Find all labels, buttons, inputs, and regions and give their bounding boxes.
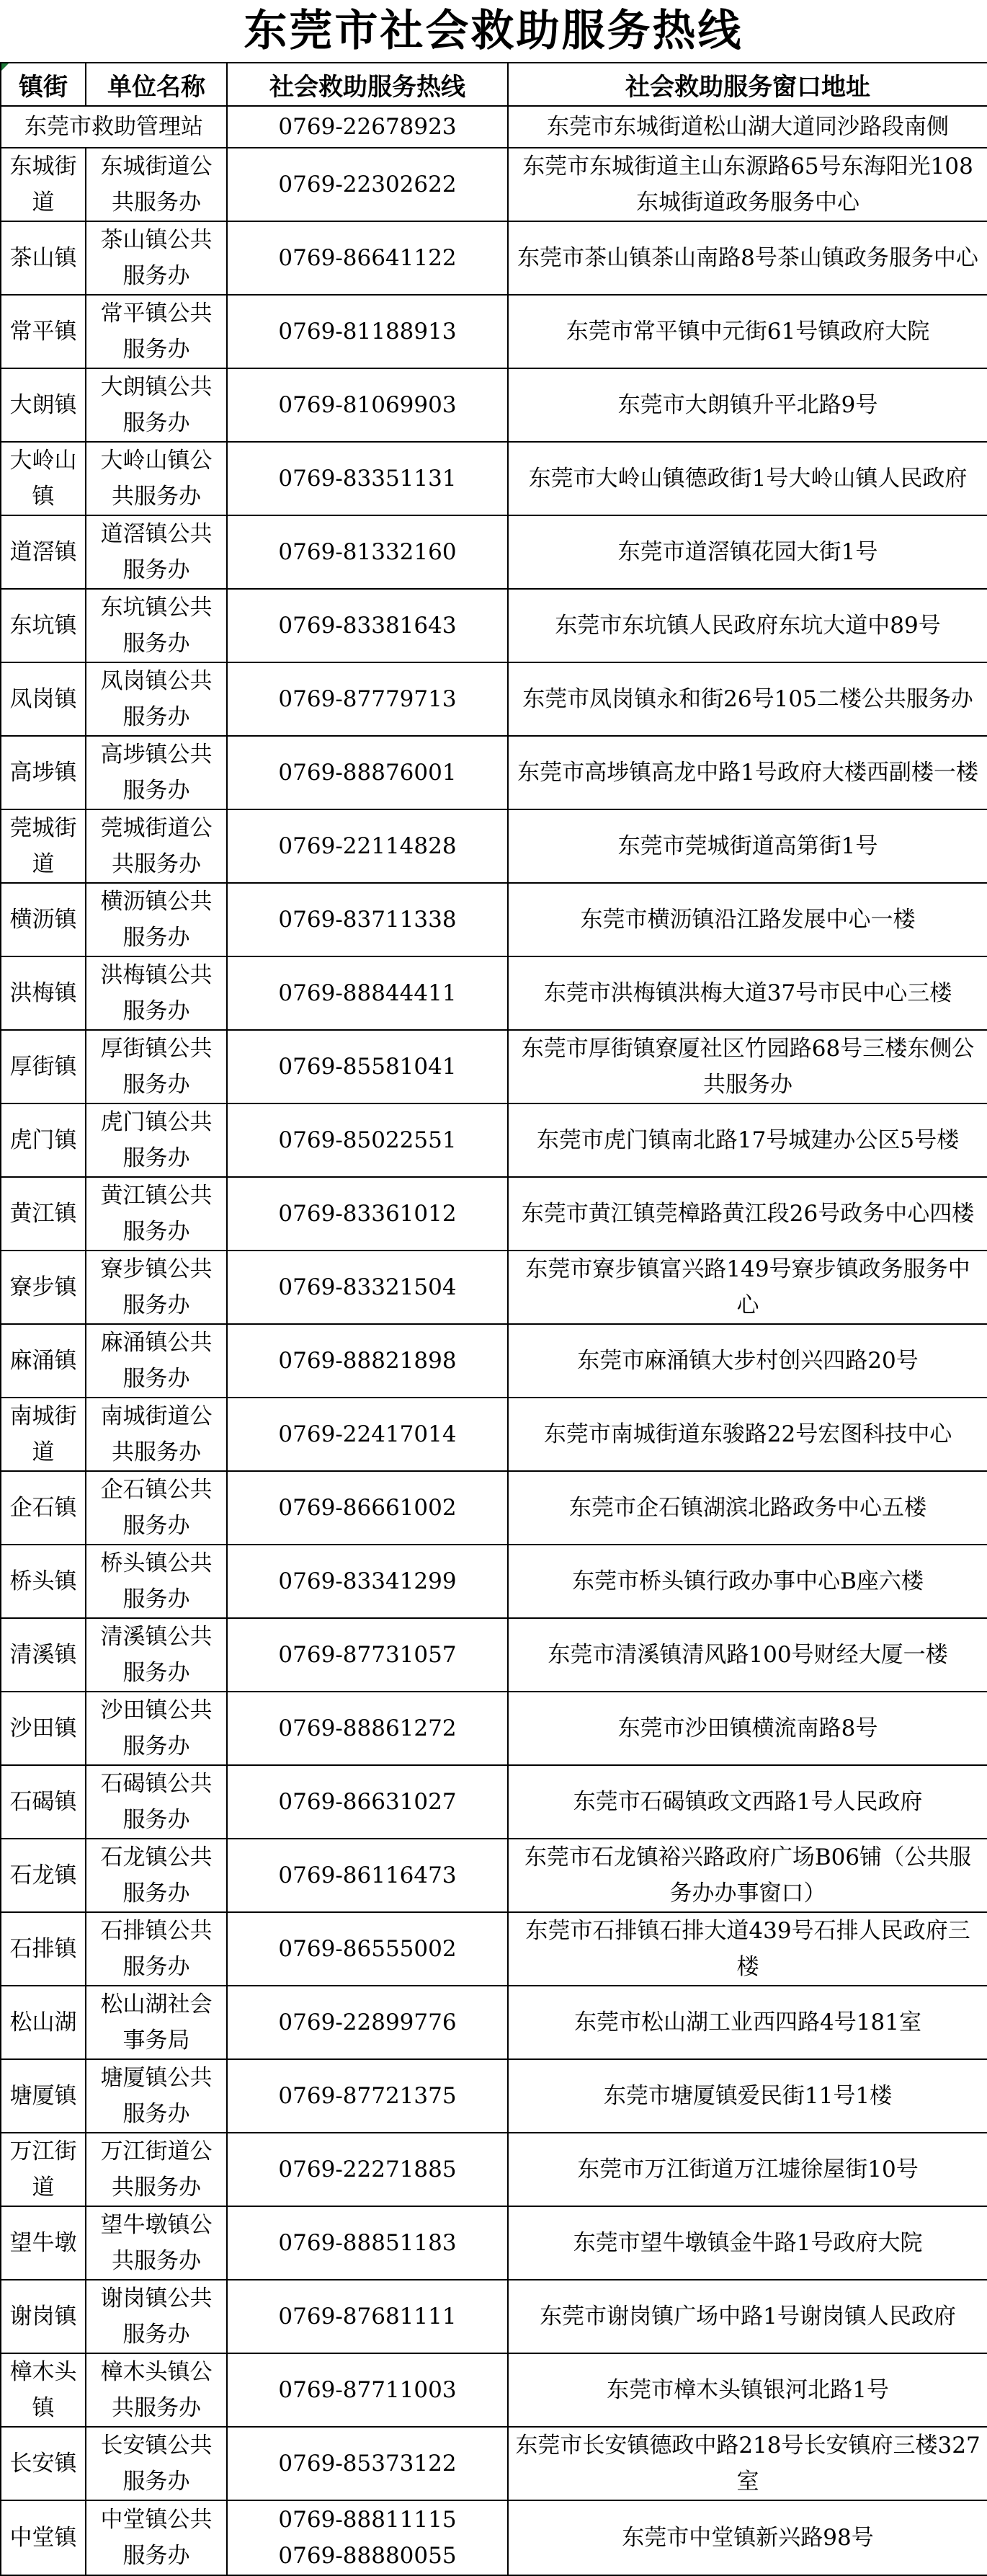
unit-cell: 南城街道公共服务办 bbox=[86, 1398, 227, 1471]
header-hotline: 社会救助服务热线 bbox=[227, 63, 508, 106]
unit-cell: 沙田镇公共服务办 bbox=[86, 1692, 227, 1765]
unit-cell: 黄江镇公共服务办 bbox=[86, 1177, 227, 1251]
table-row bbox=[1, 1912, 987, 1986]
town-cell: 塘厦镇 bbox=[1, 2059, 86, 2133]
unit-cell: 茶山镇公共服务办 bbox=[86, 221, 227, 295]
hotline-cell: 0769-22114828 bbox=[227, 809, 508, 883]
address-cell: 东莞市东坑镇人民政府东坑大道中89号 bbox=[508, 589, 987, 662]
table-row bbox=[1, 1103, 987, 1177]
hotline-cell: 0769-86641122 bbox=[227, 221, 508, 295]
town-cell: 万江街道 bbox=[1, 2133, 86, 2206]
unit-cell: 寮步镇公共服务办 bbox=[86, 1251, 227, 1324]
table-row bbox=[1, 148, 987, 221]
hotline-cell: 0769-87681111 bbox=[227, 2280, 508, 2353]
unit-cell: 大朗镇公共服务办 bbox=[86, 368, 227, 442]
hotline-cell: 0769-81188913 bbox=[227, 295, 508, 368]
town-cell: 中堂镇 bbox=[1, 2500, 86, 2575]
table-row bbox=[1, 1618, 987, 1692]
hotline-cell: 0769-86631027 bbox=[227, 1765, 508, 1839]
address-cell: 东莞市南城街道东骏路22号宏图科技中心 bbox=[508, 1398, 987, 1471]
unit-cell: 松山湖社会事务局 bbox=[86, 1986, 227, 2059]
address-cell: 东莞市长安镇德政中路218号长安镇府三楼327室 bbox=[508, 2427, 987, 2500]
address-cell: 东莞市桥头镇行政办事中心B座六楼 bbox=[508, 1545, 987, 1618]
hotline-cell: 0769-83711338 bbox=[227, 883, 508, 956]
hotline-cell: 0769-88811115 0769-88880055 bbox=[227, 2500, 508, 2575]
table-row bbox=[1, 2427, 987, 2500]
table-row-rescue-station bbox=[1, 106, 987, 148]
table-row bbox=[1, 883, 987, 956]
table-row bbox=[1, 515, 987, 589]
address-cell: 东莞市横沥镇沿江路发展中心一楼 bbox=[508, 883, 987, 956]
table-header-row bbox=[1, 63, 987, 106]
unit-cell: 虎门镇公共服务办 bbox=[86, 1103, 227, 1177]
unit-cell: 常平镇公共服务办 bbox=[86, 295, 227, 368]
town-cell: 石排镇 bbox=[1, 1912, 86, 1986]
town-cell: 长安镇 bbox=[1, 2427, 86, 2500]
unit-cell: 石龙镇公共服务办 bbox=[86, 1839, 227, 1912]
hotline-cell: 0769-83381643 bbox=[227, 589, 508, 662]
unit-cell: 长安镇公共服务办 bbox=[86, 2427, 227, 2500]
table-row bbox=[1, 662, 987, 736]
address-cell: 东莞市企石镇湖滨北路政务中心五楼 bbox=[508, 1471, 987, 1545]
town-cell: 企石镇 bbox=[1, 1471, 86, 1545]
address-cell: 东莞市莞城街道高第街1号 bbox=[508, 809, 987, 883]
unit-cell: 石排镇公共服务办 bbox=[86, 1912, 227, 1986]
hotline-cell: 0769-22271885 bbox=[227, 2133, 508, 2206]
address-cell: 东莞市沙田镇横流南路8号 bbox=[508, 1692, 987, 1765]
unit-cell: 洪梅镇公共服务办 bbox=[86, 956, 227, 1030]
hotline-cell: 0769-85581041 bbox=[227, 1030, 508, 1103]
hotline-cell: 0769-83321504 bbox=[227, 1251, 508, 1324]
hotline-cell: 0769-22417014 bbox=[227, 1398, 508, 1471]
unit-cell: 谢岗镇公共服务办 bbox=[86, 2280, 227, 2353]
table-row bbox=[1, 1030, 987, 1103]
table-row bbox=[1, 1398, 987, 1471]
table-row bbox=[1, 2133, 987, 2206]
town-cell: 横沥镇 bbox=[1, 883, 86, 956]
address-cell: 东莞市寮步镇富兴路149号寮步镇政务服务中心 bbox=[508, 1251, 987, 1324]
address-cell: 东莞市望牛墩镇金牛路1号政府大院 bbox=[508, 2206, 987, 2280]
hotline-cell: 0769-83341299 bbox=[227, 1545, 508, 1618]
town-cell: 凤岗镇 bbox=[1, 662, 86, 736]
table-row bbox=[1, 1986, 987, 2059]
hotline-cell: 0769-85373122 bbox=[227, 2427, 508, 2500]
unit-cell: 万江街道公共服务办 bbox=[86, 2133, 227, 2206]
table-row bbox=[1, 2280, 987, 2353]
address-cell: 东莞市高埗镇高龙中路1号政府大楼西副楼一楼 bbox=[508, 736, 987, 809]
town-cell: 茶山镇 bbox=[1, 221, 86, 295]
address-cell: 东莞市麻涌镇大步村创兴四路20号 bbox=[508, 1324, 987, 1398]
town-cell: 桥头镇 bbox=[1, 1545, 86, 1618]
table-row bbox=[1, 1765, 987, 1839]
town-cell: 高埗镇 bbox=[1, 736, 86, 809]
address-cell: 东莞市大朗镇升平北路9号 bbox=[508, 368, 987, 442]
address-cell: 东莞市塘厦镇爱民街11号1楼 bbox=[508, 2059, 987, 2133]
address-cell: 东莞市东城街道主山东源路65号东海阳光108东城街道政务服务中心 bbox=[508, 148, 987, 221]
unit-cell: 东城街道公共服务办 bbox=[86, 148, 227, 221]
page-title: 东莞市社会救助服务热线 bbox=[244, 6, 743, 56]
address-cell: 东莞市道滘镇花园大街1号 bbox=[508, 515, 987, 589]
hotline-cell: 0769-88821898 bbox=[227, 1324, 508, 1398]
hotline-cell: 0769-88876001 bbox=[227, 736, 508, 809]
town-cell: 南城街道 bbox=[1, 1398, 86, 1471]
table-row bbox=[1, 2059, 987, 2133]
town-cell: 麻涌镇 bbox=[1, 1324, 86, 1398]
address-cell: 东莞市樟木头镇银河北路1号 bbox=[508, 2353, 987, 2427]
hotline-cell: 0769-81332160 bbox=[227, 515, 508, 589]
town-cell: 石碣镇 bbox=[1, 1765, 86, 1839]
town-cell: 莞城街道 bbox=[1, 809, 86, 883]
hotline-cell: 0769-22302622 bbox=[227, 148, 508, 221]
address-cell: 东莞市茶山镇茶山南路8号茶山镇政务服务中心 bbox=[508, 221, 987, 295]
town-cell: 洪梅镇 bbox=[1, 956, 86, 1030]
hotline-cell: 0769-83361012 bbox=[227, 1177, 508, 1251]
unit-cell: 望牛墩镇公共服务办 bbox=[86, 2206, 227, 2280]
table-row bbox=[1, 589, 987, 662]
address-cell: 东莞市黄江镇莞樟路黄江段26号政务中心四楼 bbox=[508, 1177, 987, 1251]
hotline-cell: 0769-83351131 bbox=[227, 442, 508, 515]
address-cell: 东莞市万江街道万江墟徐屋街10号 bbox=[508, 2133, 987, 2206]
header-unit: 单位名称 bbox=[86, 63, 227, 106]
unit-cell: 樟木头镇公共服务办 bbox=[86, 2353, 227, 2427]
table-row bbox=[1, 368, 987, 442]
address-cell: 东莞市中堂镇新兴路98号 bbox=[508, 2500, 987, 2575]
unit-cell: 中堂镇公共服务办 bbox=[86, 2500, 227, 2575]
header-address: 社会救助服务窗口地址 bbox=[508, 63, 987, 106]
town-cell: 常平镇 bbox=[1, 295, 86, 368]
hotline-cell: 0769-88851183 bbox=[227, 2206, 508, 2280]
unit-cell: 凤岗镇公共服务办 bbox=[86, 662, 227, 736]
address-cell: 东莞市虎门镇南北路17号城建办公区5号楼 bbox=[508, 1103, 987, 1177]
unit-cell: 横沥镇公共服务办 bbox=[86, 883, 227, 956]
rescue-station-unit: 东莞市救助管理站 bbox=[1, 106, 227, 148]
unit-cell: 石碣镇公共服务办 bbox=[86, 1765, 227, 1839]
town-cell: 沙田镇 bbox=[1, 1692, 86, 1765]
header-town: 镇街 bbox=[1, 63, 86, 106]
town-cell: 石龙镇 bbox=[1, 1839, 86, 1912]
address-cell: 东莞市清溪镇清风路100号财经大厦一楼 bbox=[508, 1618, 987, 1692]
table-row bbox=[1, 295, 987, 368]
table-row bbox=[1, 2500, 987, 2575]
town-cell: 樟木头镇 bbox=[1, 2353, 86, 2427]
town-cell: 清溪镇 bbox=[1, 1618, 86, 1692]
address-cell: 东莞市厚街镇寮厦社区竹园路68号三楼东侧公共服务办 bbox=[508, 1030, 987, 1103]
table-row bbox=[1, 1839, 987, 1912]
table-row bbox=[1, 809, 987, 883]
hotline-cell: 0769-88844411 bbox=[227, 956, 508, 1030]
unit-cell: 塘厦镇公共服务办 bbox=[86, 2059, 227, 2133]
table-row bbox=[1, 1471, 987, 1545]
table-row bbox=[1, 2353, 987, 2427]
town-cell: 厚街镇 bbox=[1, 1030, 86, 1103]
hotline-table bbox=[0, 62, 987, 2576]
address-cell: 东莞市松山湖工业西四路4号181室 bbox=[508, 1986, 987, 2059]
unit-cell: 桥头镇公共服务办 bbox=[86, 1545, 227, 1618]
table-row bbox=[1, 1251, 987, 1324]
address-cell: 东莞市凤岗镇永和街26号105二楼公共服务办 bbox=[508, 662, 987, 736]
unit-cell: 企石镇公共服务办 bbox=[86, 1471, 227, 1545]
unit-cell: 清溪镇公共服务办 bbox=[86, 1618, 227, 1692]
table-row bbox=[1, 2206, 987, 2280]
hotline-cell: 0769-87731057 bbox=[227, 1618, 508, 1692]
hotline-cell: 0769-86661002 bbox=[227, 1471, 508, 1545]
town-cell: 东城街道 bbox=[1, 148, 86, 221]
town-cell: 谢岗镇 bbox=[1, 2280, 86, 2353]
town-cell: 松山湖 bbox=[1, 1986, 86, 2059]
unit-cell: 厚街镇公共服务办 bbox=[86, 1030, 227, 1103]
hotline-cell: 0769-86116473 bbox=[227, 1839, 508, 1912]
town-cell: 大朗镇 bbox=[1, 368, 86, 442]
unit-cell: 东坑镇公共服务办 bbox=[86, 589, 227, 662]
table-row bbox=[1, 442, 987, 515]
town-cell: 望牛墩 bbox=[1, 2206, 86, 2280]
hotline-cell: 0769-85022551 bbox=[227, 1103, 508, 1177]
hotline-cell: 0769-81069903 bbox=[227, 368, 508, 442]
table-row bbox=[1, 1324, 987, 1398]
hotline-cell: 0769-87711003 bbox=[227, 2353, 508, 2427]
address-cell: 东莞市石排镇石排大道439号石排人民政府三楼 bbox=[508, 1912, 987, 1986]
hotline-cell: 0769-88861272 bbox=[227, 1692, 508, 1765]
hotline-cell: 0769-86555002 bbox=[227, 1912, 508, 1986]
unit-cell: 大岭山镇公共服务办 bbox=[86, 442, 227, 515]
rescue-station-address: 东莞市东城街道松山湖大道同沙路段南侧 bbox=[508, 106, 987, 148]
unit-cell: 麻涌镇公共服务办 bbox=[86, 1324, 227, 1398]
table-row bbox=[1, 1692, 987, 1765]
town-cell: 道滘镇 bbox=[1, 515, 86, 589]
hotline-cell: 0769-87721375 bbox=[227, 2059, 508, 2133]
town-cell: 东坑镇 bbox=[1, 589, 86, 662]
address-cell: 东莞市石碣镇政文西路1号人民政府 bbox=[508, 1765, 987, 1839]
town-cell: 黄江镇 bbox=[1, 1177, 86, 1251]
table-row bbox=[1, 221, 987, 295]
address-cell: 东莞市常平镇中元街61号镇政府大院 bbox=[508, 295, 987, 368]
unit-cell: 莞城街道公共服务办 bbox=[86, 809, 227, 883]
town-cell: 虎门镇 bbox=[1, 1103, 86, 1177]
rescue-station-hotline: 0769-22678923 bbox=[227, 106, 508, 148]
unit-cell: 高埗镇公共服务办 bbox=[86, 736, 227, 809]
address-cell: 东莞市洪梅镇洪梅大道37号市民中心三楼 bbox=[508, 956, 987, 1030]
table-row bbox=[1, 1545, 987, 1618]
table-row bbox=[1, 736, 987, 809]
unit-cell: 道滘镇公共服务办 bbox=[86, 515, 227, 589]
address-cell: 东莞市谢岗镇广场中路1号谢岗镇人民政府 bbox=[508, 2280, 987, 2353]
address-cell: 东莞市石龙镇裕兴路政府广场B06铺（公共服务办办事窗口） bbox=[508, 1839, 987, 1912]
address-cell: 东莞市大岭山镇德政街1号大岭山镇人民政府 bbox=[508, 442, 987, 515]
table-row bbox=[1, 1177, 987, 1251]
hotline-cell: 0769-22899776 bbox=[227, 1986, 508, 2059]
town-cell: 大岭山镇 bbox=[1, 442, 86, 515]
hotline-cell: 0769-87779713 bbox=[227, 662, 508, 736]
table-row bbox=[1, 956, 987, 1030]
town-cell: 寮步镇 bbox=[1, 1251, 86, 1324]
